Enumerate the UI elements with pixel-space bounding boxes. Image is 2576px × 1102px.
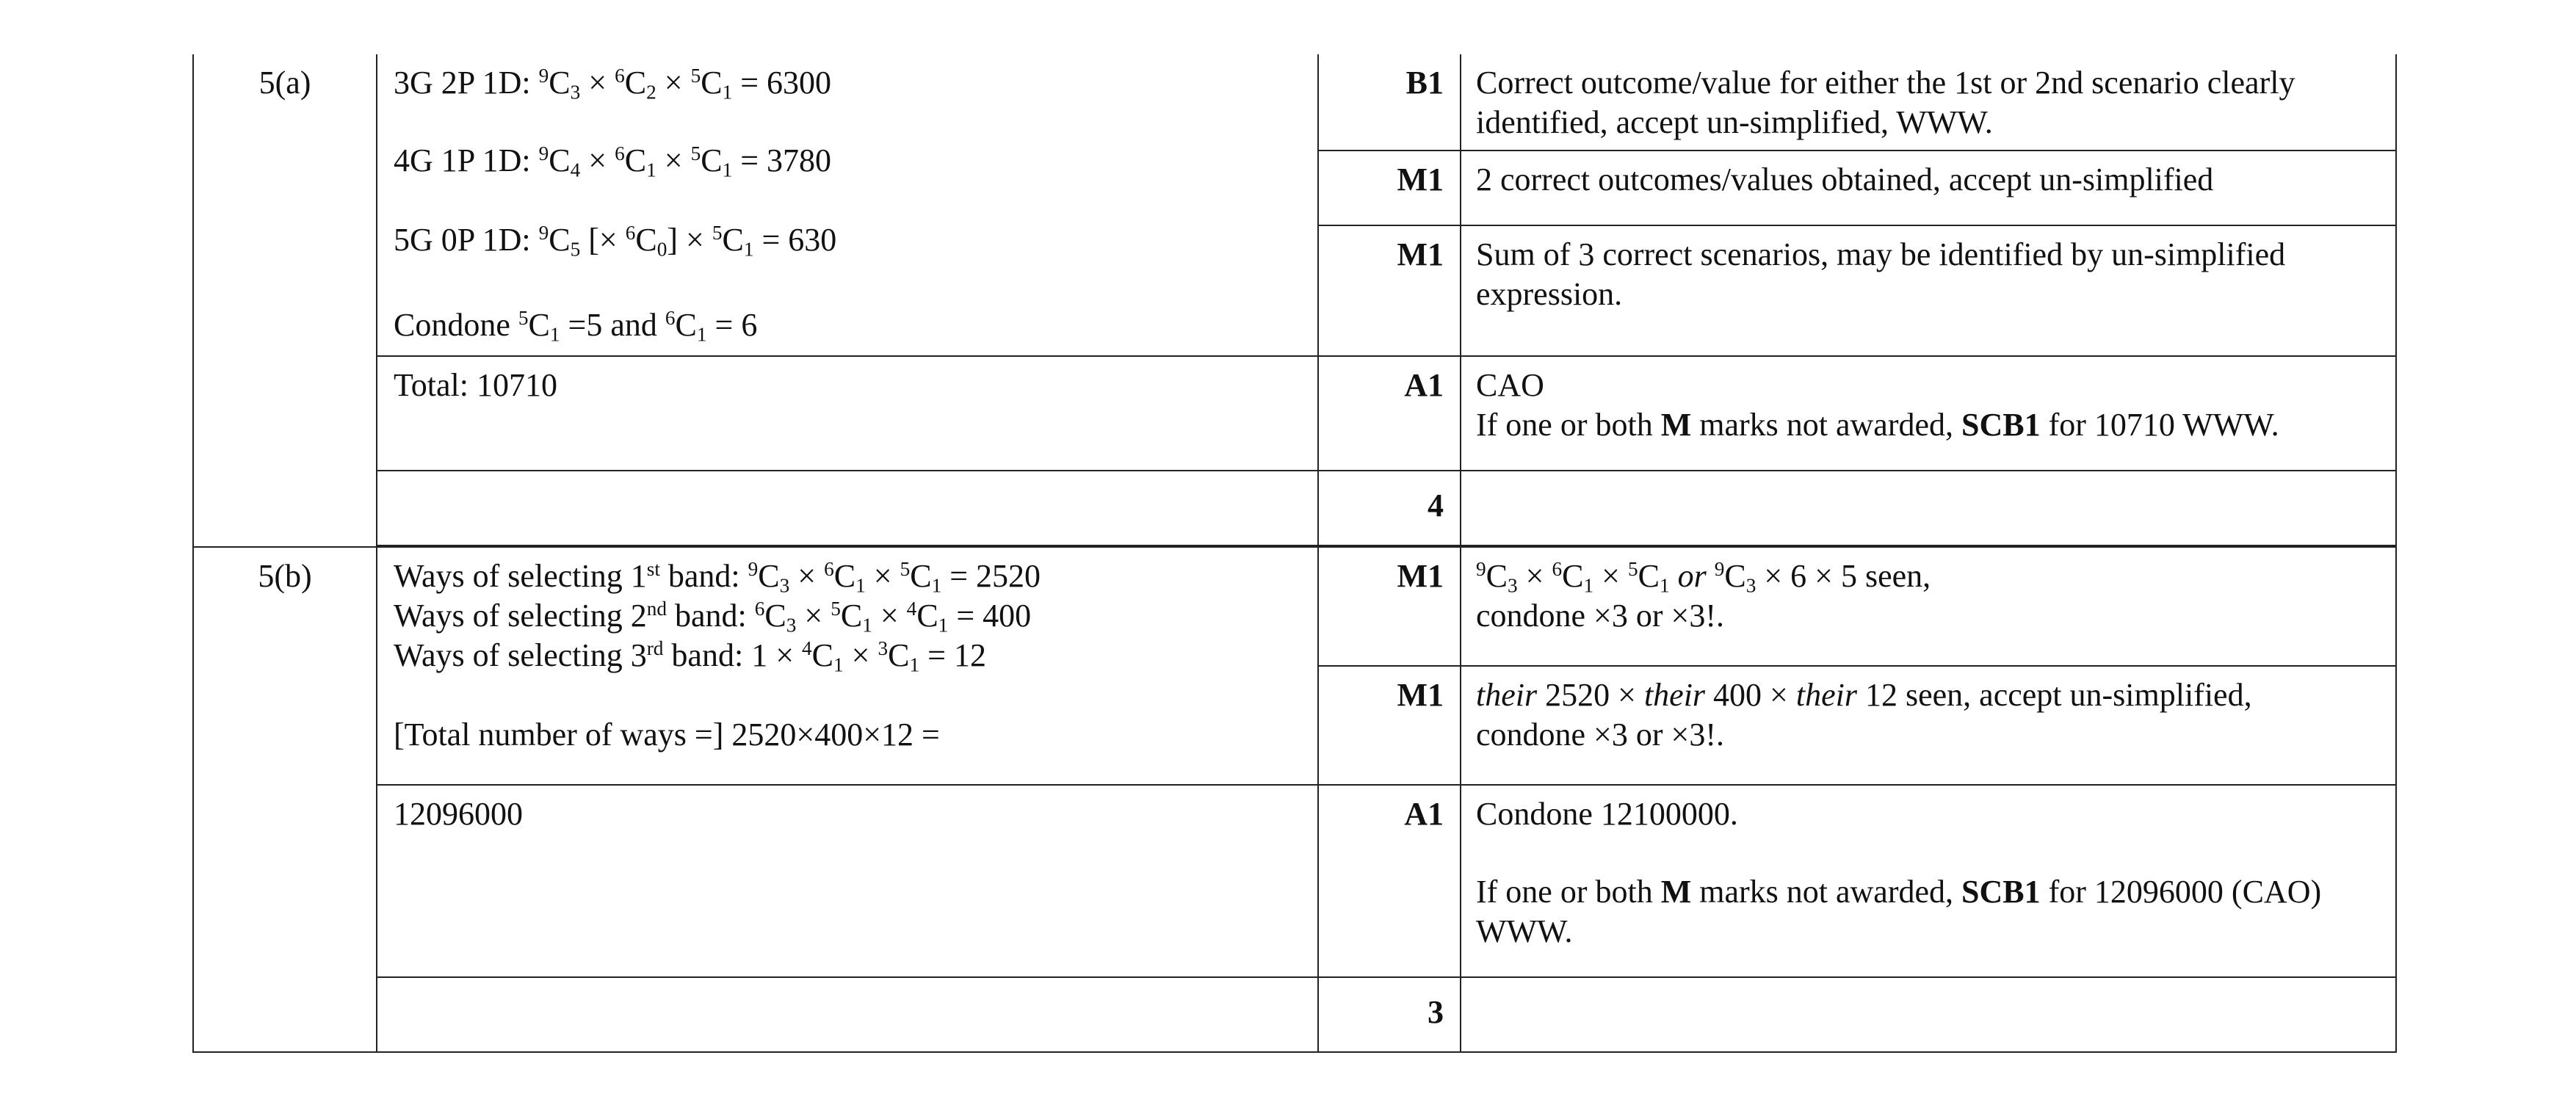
- answer-cell: [377, 547, 1318, 785]
- band-1: Ways of selecting 1st band: $^9C_3 \times ^6C_1 \times ^5C_1 = 2520$: [394, 558, 1041, 597]
- mark-code-cell: [1318, 666, 1461, 785]
- guidance-text: Sum of 3 correct scenarios, may be identified by un-simplified expression.: [1476, 236, 2286, 312]
- answer-cell: [377, 785, 1318, 977]
- band-3: Ways of selecting 3rd band: $1 \times ^4C_1 \times ^3C_1 = 12$: [394, 637, 986, 676]
- guidance-cell: [1461, 785, 2396, 977]
- condone-note: Condone $^5C_1 =5$ and $^6C_1 = 6$: [394, 307, 758, 346]
- guidance-cell: [1461, 977, 2396, 1052]
- mark-code-cell: [1318, 151, 1461, 225]
- mark-code-cell: [1318, 225, 1461, 356]
- mark-scheme-table: [192, 54, 2397, 1053]
- table-row: [193, 54, 2396, 151]
- mark-code: M1: [1397, 558, 1444, 594]
- answer-cell: [377, 977, 1318, 1052]
- guidance-text: Condone 12100000. If one or both M marks not awarded, SCB1 for 12096000 (CAO) WWW.: [1476, 796, 2322, 949]
- mark-code: M1: [1397, 236, 1444, 272]
- guidance-cell: [1461, 471, 2396, 545]
- total-marks: 4: [1428, 487, 1444, 523]
- total-marks-cell: [1318, 977, 1461, 1052]
- guidance-text: Correct outcome/value for either the 1st or 2nd scenario clearly identified, accept un-simplified, WWW.: [1476, 65, 2295, 140]
- total-ways: [Total number of ways =] 2520×400×12 =: [394, 717, 940, 753]
- guidance-cell: [1461, 225, 2396, 356]
- question-number: 5(b): [258, 558, 312, 594]
- guidance-cell: [1461, 666, 2396, 785]
- table-row: [193, 356, 2396, 471]
- mark-code-cell: [1318, 54, 1461, 151]
- mark-code: M1: [1397, 677, 1444, 713]
- guidance-text: CAO If one or both M marks not awarded, SCB1 for 10710 WWW.: [1476, 367, 2279, 443]
- scenario-2: 4G 1P 1D: $^9C_4 \times ^6C_1 \times ^5C_1 = 3780$: [394, 142, 832, 181]
- answer-cell: [377, 471, 1318, 545]
- mark-code: A1: [1404, 796, 1444, 832]
- guidance-cell: [1461, 356, 2396, 471]
- guidance-cell: [1461, 151, 2396, 225]
- table-row: [193, 977, 2396, 1052]
- guidance-text: their 2520 × their 400 × their 12 seen, accept un-simplified, condone ×3 or ×3!.: [1476, 677, 2252, 753]
- total-marks: 3: [1428, 994, 1444, 1030]
- question-number-cell: [193, 54, 377, 547]
- guidance-cell: [1461, 547, 2396, 666]
- question-number: 5(a): [258, 65, 311, 101]
- guidance-text: $^9C_3 \times ^6C_1 \times ^5C_1$ or $^9C_3 \times 6 \times 5$ seen, condone ×3 or ×3!.: [1476, 558, 1931, 634]
- answer-cell: [377, 54, 1318, 356]
- mark-code-cell: [1318, 356, 1461, 471]
- table-row: [193, 785, 2396, 977]
- final-answer: 12096000: [394, 796, 523, 832]
- table-row: [193, 547, 2396, 666]
- mark-code: A1: [1404, 367, 1444, 403]
- mark-code: M1: [1397, 162, 1444, 197]
- answer-cell: [377, 356, 1318, 471]
- scenario-1: 3G 2P 1D: $^9C_3 \times ^6C_2 \times ^5C_1 = 6300$: [394, 65, 832, 104]
- band-2: Ways of selecting 2nd band: $^6C_3 \times ^5C_1 \times ^4C_1 = 400$: [394, 598, 1032, 637]
- scenario-3: 5G 0P 1D: $^9C_5$ [× $^6C_0] \times ^5C_1 = 630$: [394, 222, 837, 261]
- guidance-text: 2 correct outcomes/values obtained, accept un-simplified: [1476, 162, 2214, 197]
- mark-code: B1: [1405, 65, 1444, 101]
- guidance-cell: [1461, 54, 2396, 151]
- table-row: [193, 471, 2396, 545]
- total-answer: Total: 10710: [394, 367, 558, 403]
- total-marks-cell: [1318, 471, 1461, 545]
- question-number-cell: [193, 547, 377, 1052]
- mark-code-cell: [1318, 547, 1461, 666]
- mark-code-cell: [1318, 785, 1461, 977]
